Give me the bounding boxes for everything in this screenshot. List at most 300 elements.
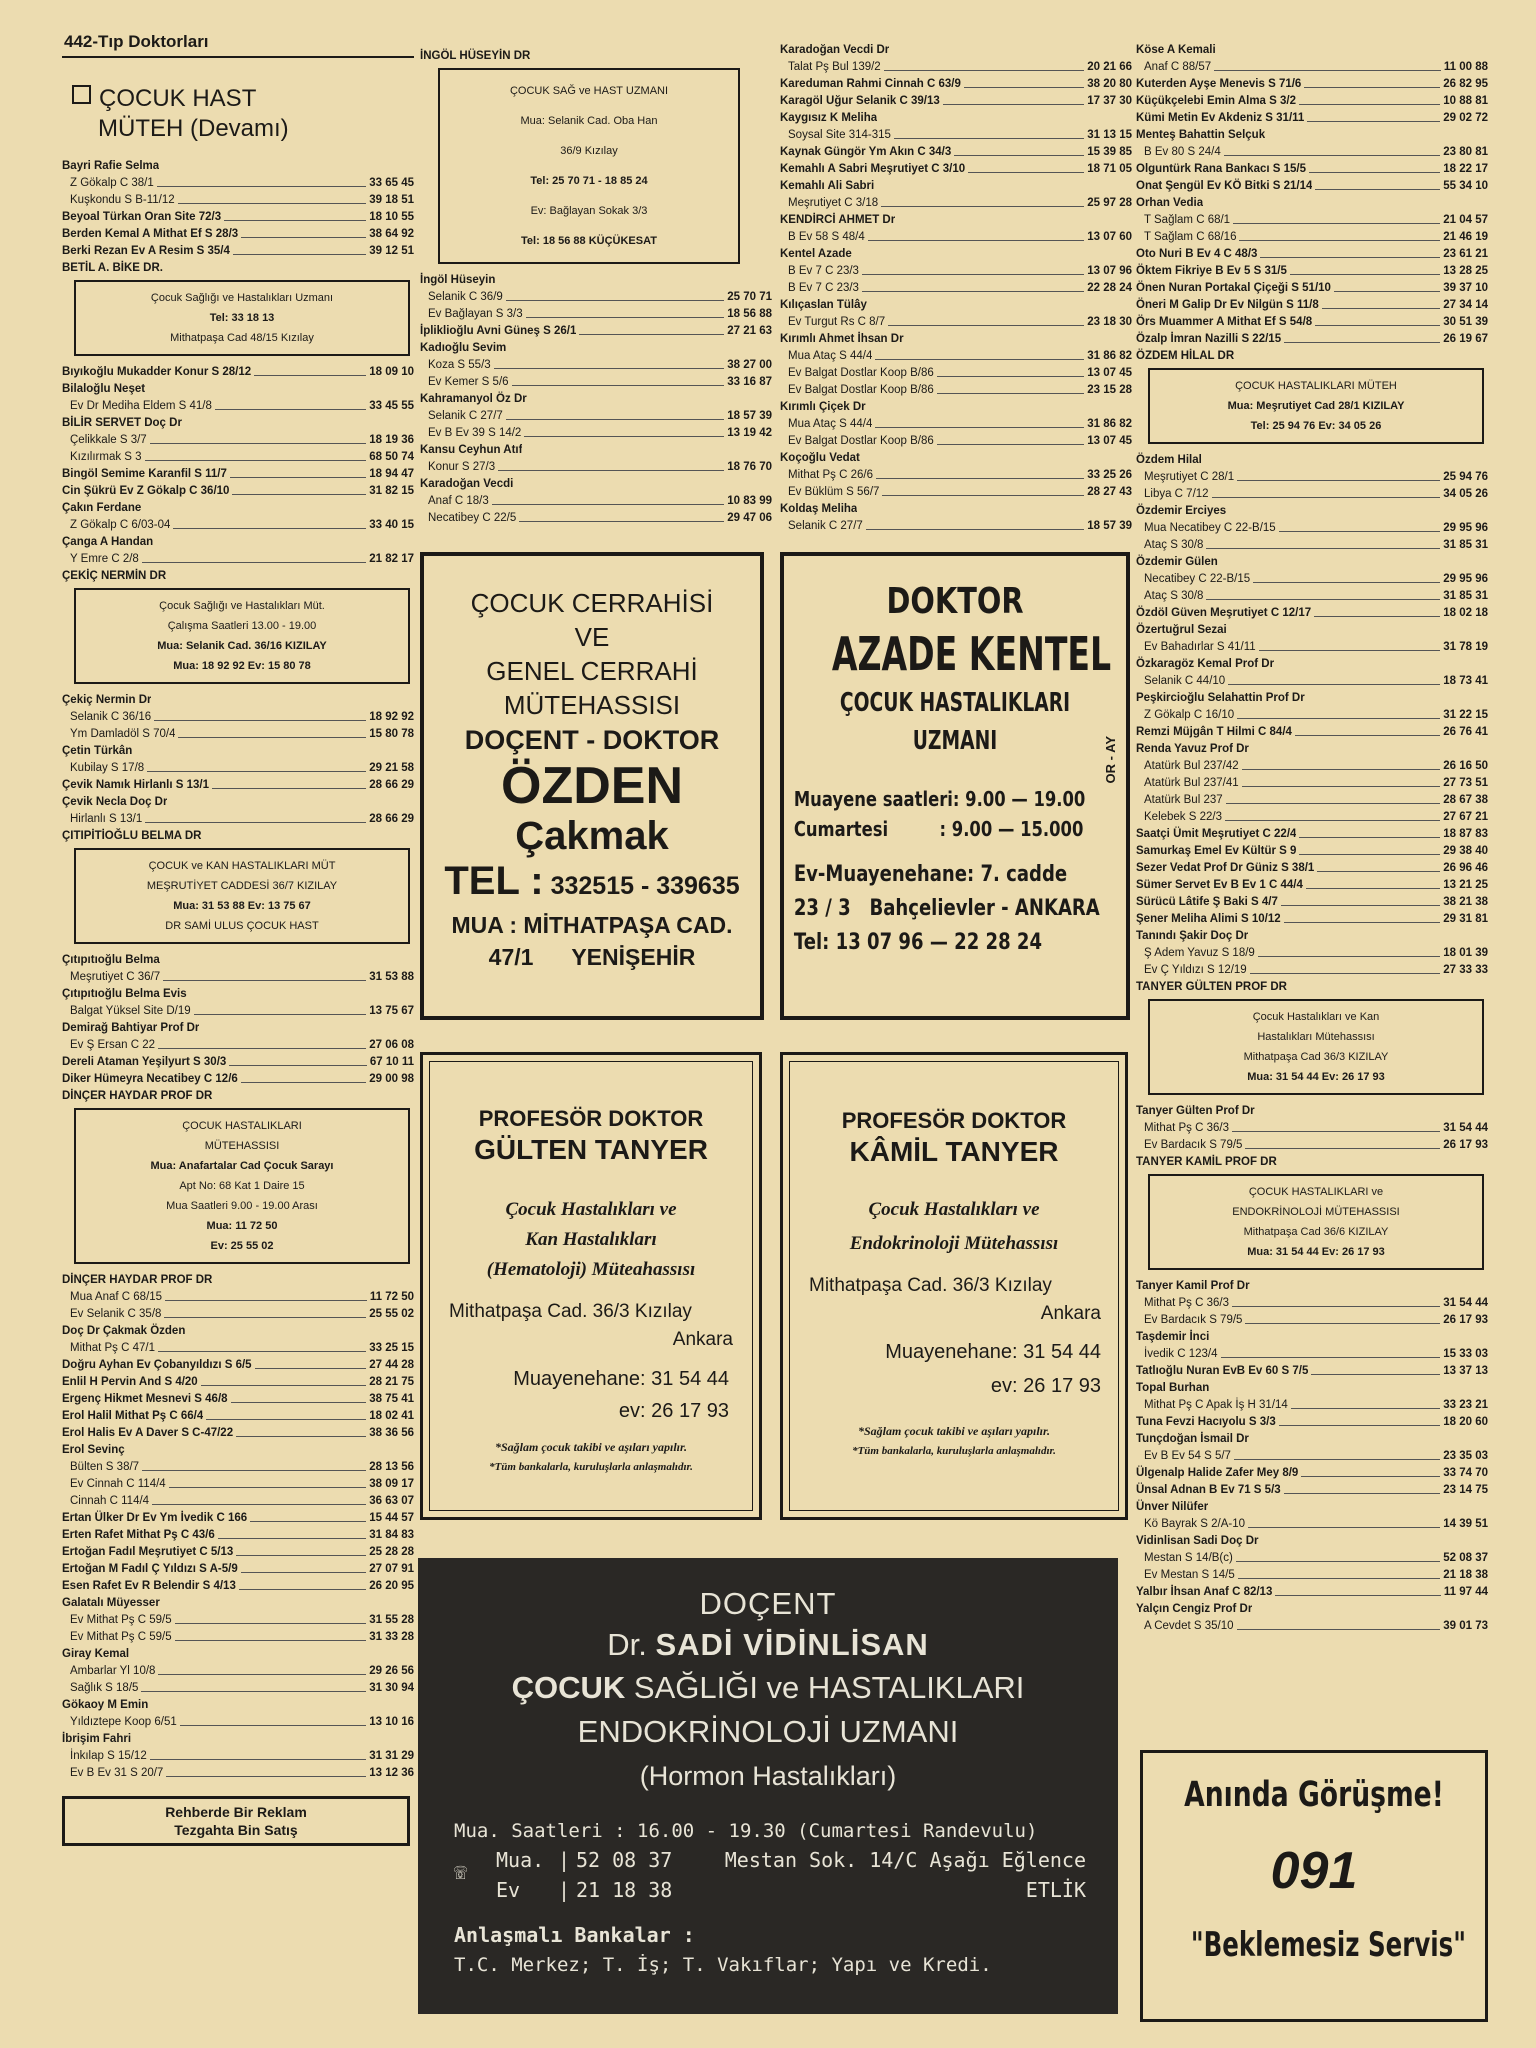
listing-phone: 31 85 31 [1443, 539, 1488, 551]
listing-row [62, 1544, 414, 1561]
listing-name: A Cevdet S 35/10 [1144, 1620, 1234, 1632]
leader-line [158, 1037, 366, 1049]
listing-phone: 13 28 25 [1443, 265, 1488, 277]
leader-line [1317, 860, 1440, 872]
listing-name: Tuna Fevzi Hacıyolu S 3/3 [1136, 1416, 1276, 1428]
listing-row [62, 415, 414, 432]
listing-name: Yıldıztepe Koop 6/51 [70, 1716, 177, 1728]
leader-line [232, 483, 366, 495]
listing-row [780, 501, 1132, 518]
listing-phone: 18 56 88 [727, 308, 772, 320]
listing-row [780, 484, 1132, 501]
listing-phone: 11 97 44 [1443, 1586, 1488, 1598]
listing-phone: 10 83 99 [727, 495, 772, 507]
ad-091: Anında Görüşme! 091 "Beklemesiz Servis" [1140, 1750, 1488, 2022]
listing-phone: 18 87 83 [1443, 828, 1488, 840]
listing-name: Mithat Pş C 26/6 [788, 469, 874, 481]
leader-line [1234, 1448, 1440, 1460]
listing-row [62, 1629, 414, 1646]
leader-line [152, 1493, 366, 1505]
listing-row [1136, 503, 1488, 520]
listing-phone: 25 70 71 [727, 291, 772, 303]
leader-line [526, 306, 725, 318]
listing-row [62, 209, 414, 226]
listing-phone: 38 27 00 [727, 359, 772, 371]
listing-phone: 33 40 15 [369, 519, 414, 531]
listing-name: Çelikkale S 3/7 [70, 434, 147, 446]
listing-row [1136, 1295, 1488, 1312]
listing-row [1136, 928, 1488, 945]
listing-phone: 31 82 15 [369, 485, 414, 497]
listing-phone: 31 78 19 [1443, 641, 1488, 653]
listing-row [1136, 1346, 1488, 1363]
listing-name: Berki Rezan Ev A Resim S 35/4 [62, 245, 230, 257]
listing-row [1136, 656, 1488, 673]
leader-line [1212, 486, 1441, 498]
listing-box-line: ÇOCUK ve KAN HASTALIKLARI MÜT [148, 860, 336, 872]
listing-row [420, 425, 772, 442]
listing-name: Ev Balgat Dostlar Koop B/86 [788, 384, 934, 396]
listing-name: Demirağ Bahtiyar Prof Dr [62, 1022, 200, 1034]
listing-box [74, 1108, 410, 1264]
listing-box-line: Çalışma Saatleri 13.00 - 19.00 [167, 620, 317, 632]
listing-phone: 27 73 51 [1443, 777, 1488, 789]
listing-row [1136, 331, 1488, 348]
listing-phone: 13 37 13 [1443, 1365, 1488, 1377]
listing-box-line: Çocuk Hastalıkları ve Kan [1252, 1011, 1380, 1023]
listing-row [1136, 42, 1488, 59]
listing-row [1136, 469, 1488, 486]
listing-name: Hirlanlı S 13/1 [70, 813, 143, 825]
listing-phone: 18 19 36 [369, 434, 414, 446]
listing-phone: 28 13 56 [369, 1461, 414, 1473]
listing-name: Esen Rafet Ev R Belendir S 4/13 [62, 1580, 236, 1592]
listing-phone: 28 66 29 [369, 813, 414, 825]
listing-name: Kaynak Güngör Ym Akın C 34/3 [780, 146, 952, 158]
listing-name: Çakın Ferdane [62, 502, 142, 514]
leader-line [1314, 605, 1440, 617]
listing-row [62, 1408, 414, 1425]
leader-line [1279, 520, 1441, 532]
listing-phone: 14 39 51 [1443, 1518, 1488, 1530]
listing-row [1136, 178, 1488, 195]
listing-box: ÇOCUK SAĞ ve HAST UZMANI Mua: Selanik Cad. Oba Han 36/9 Kızılay Tel: 25 70 71 - 18 85 24 Ev: Bağlayan Sokak 3/3 Tel: 18 56 88 KÜÇÜKESAT [438, 68, 740, 264]
leader-line [1322, 297, 1440, 309]
ad-ozden-cakmak: ÇOCUK CERRAHİSİ VE GENEL CERRAHİ MÜTEHASSISI DOÇENT - DOKTOR ÖZDEN Çakmak TEL : 332515 - 339635 MUA : MİTHATPAŞA CAD. 47/1 YENİŞEHİR [420, 552, 764, 1020]
listing-name: Diker Hümeyra Necatibey C 12/6 [62, 1073, 238, 1085]
listing-phone: 31 54 44 [1443, 1122, 1488, 1134]
listing-row [420, 459, 772, 476]
listing-row [1136, 1465, 1488, 1482]
listing-row [62, 777, 414, 794]
listing-row [62, 158, 414, 175]
listing-name: Mithat Pş C Apak İş H 31/14 [1144, 1399, 1288, 1411]
listing-name: Ev Ş Ersan C 22 [70, 1039, 156, 1051]
listing-name: Ülgenalp Halide Zafer Mey 8/9 [1136, 1467, 1299, 1479]
ad-sadi-vidinlisan: DOÇENT Dr. SADİ VİDİNLİSAN ÇOCUK SAĞLIĞI ve HASTALIKLARI ENDOKRİNOLOJİ UZMANI (Hormon Hastalıkları) Mua. Saatleri : 16.00 - 19.30 (Cumartesi Randevulu) ☏ Mua. Ev | 52 08 37 | 21 18 38 Mestan Sok. 14/C Aşağı Eğlence ETLİK Anlaşmalı Bankalar : T.C. Merkez; T. İş; T. Vakıflar; Yapı ve Kredi. [418, 1558, 1118, 2014]
listing-phone: 33 25 26 [1087, 469, 1132, 481]
listing-phone: 20 21 66 [1087, 61, 1132, 73]
listing-phone: 15 80 78 [369, 728, 414, 740]
listing-box-line: ENDOKRİNOLOJİ MÜTEHASSISI [1232, 1206, 1400, 1218]
listing-phone: 31 55 28 [369, 1614, 414, 1626]
listing-name: Ev Mestan S 14/5 [1144, 1569, 1235, 1581]
listing-name: Ev Büklüm S 56/7 [788, 486, 880, 498]
listing-row [1136, 229, 1488, 246]
leader-line [1237, 469, 1440, 481]
listing-name: Meşrutiyet C 28/1 [1144, 471, 1235, 483]
listing-row [420, 493, 772, 510]
listing-row [62, 1595, 414, 1612]
listing-box-line: Mua: Anafartalar Cad Çocuk Sarayı [150, 1160, 334, 1172]
listing-box [1148, 1174, 1484, 1270]
listing-name: Ev Bağlayan S 3/3 [428, 308, 523, 320]
listing-row [780, 42, 1132, 59]
listing-box-line: DR SAMİ ULUS ÇOCUK HAST [165, 920, 319, 932]
listing-phone: 38 36 56 [369, 1427, 414, 1439]
listing-name: Bilaloğlu Neşet [62, 383, 146, 395]
listing-phone: 23 35 03 [1443, 1450, 1488, 1462]
leader-line [150, 1748, 367, 1760]
listing-name: Mua Anaf C 68/15 [70, 1291, 163, 1303]
page-header: 442-Tıp Doktorları [62, 30, 414, 58]
listing-name: Y Emre C 2/8 [70, 553, 139, 565]
listing-row [62, 175, 414, 192]
listing-row [62, 726, 414, 743]
listing-box-line: Apt No: 68 Kat 1 Daire 15 [179, 1180, 305, 1192]
leader-line [158, 1340, 366, 1352]
listing-row [780, 416, 1132, 433]
listing-row [62, 1765, 414, 1782]
leader-line [506, 289, 724, 301]
listing-name: Libya C 7/12 [1144, 488, 1209, 500]
listing-row [1136, 1329, 1488, 1346]
listing-name: Ev B Ev 54 S 5/7 [1144, 1450, 1231, 1462]
leader-line [1290, 263, 1440, 275]
listing-row [1136, 537, 1488, 554]
listing-name: Remzi Müjgân T Hilmi C 84/4 [1136, 726, 1292, 738]
leader-line [1214, 59, 1441, 71]
leader-line [1284, 911, 1441, 923]
listing-row [780, 93, 1132, 110]
listing-row [62, 969, 414, 986]
listing-name: Erten Rafet Mithat Pş C 43/6 [62, 1529, 215, 1541]
listing-row [780, 297, 1132, 314]
listing-row [1136, 1414, 1488, 1431]
listing-row [1136, 707, 1488, 724]
listing-phone: 25 55 02 [369, 1308, 414, 1320]
listing-name: Ünsal Adnan B Ev 71 S 5/3 [1136, 1484, 1281, 1496]
leader-line [236, 1425, 366, 1437]
leader-line [1304, 76, 1440, 88]
listing-phone: 18 73 41 [1443, 675, 1488, 687]
listing-row [1136, 792, 1488, 809]
listing-phone: 13 10 16 [369, 1716, 414, 1728]
listing-name: Oto Nuri B Ev 4 C 48/3 [1136, 248, 1258, 260]
listing-phone: 25 97 28 [1087, 197, 1132, 209]
leader-line [241, 226, 366, 238]
listing-name: Ev B Ev 31 S 20/7 [70, 1767, 164, 1779]
listing-row [780, 518, 1132, 535]
leader-line [1237, 707, 1440, 719]
column-4 [1136, 42, 1488, 1635]
listing-phone: 18 57 39 [727, 410, 772, 422]
listing-name: Özalp İmran Nazilli S 22/15 [1136, 333, 1282, 345]
listing-row [62, 1323, 414, 1340]
column-3 [780, 42, 1132, 535]
listing-phone: 38 64 92 [369, 228, 414, 240]
leader-line [579, 323, 724, 335]
listing-name: Peşkircioğlu Selahattin Prof Dr [1136, 692, 1305, 704]
leader-line [1306, 877, 1440, 889]
listing-name: Ev Turgut Rs C 8/7 [788, 316, 886, 328]
listing-row [420, 357, 772, 374]
listing-name: Küçükçelebi Emin Alma S 3/2 [1136, 95, 1296, 107]
listing-phone: 38 20 80 [1087, 78, 1132, 90]
listing-name: Gökaoy M Emin [62, 1699, 149, 1711]
listing-head: BETİL A. BİKE DR. [62, 262, 163, 274]
listing-list [1136, 42, 1488, 1635]
listing-phone: 13 12 36 [369, 1767, 414, 1779]
listing-box-line: Mua: 31 54 44 Ev: 26 17 93 [1247, 1071, 1385, 1083]
listing-name: Kuşkondu S B-11/12 [70, 194, 175, 206]
leader-line [212, 777, 366, 789]
leader-line [954, 144, 1084, 156]
listing-row [1136, 673, 1488, 690]
listing-row [62, 1442, 414, 1459]
ad-gulten-tanyer: PROFESÖR DOKTOR GÜLTEN TANYER Çocuk Hastalıkları ve Kan Hastalıkları (Hematoloji) Müteahassısı Mithatpaşa Cad. 36/3 Kızılay Ankara Muayenehane: 31 54 44 ev: 26 17 93 *Sağlam çocuk takibi ve aşıları yapılır. *Tüm bankalarla, kuruluşlarla anlaşmalıdır. [420, 1052, 762, 1520]
listing-name: Tatlıoğlu Nuran EvB Ev 60 S 7/5 [1136, 1365, 1309, 1377]
listing-row [780, 280, 1132, 297]
listing-name: Ev B Ev 39 S 14/2 [428, 427, 522, 439]
listing-phone: 23 15 28 [1087, 384, 1132, 396]
listing-name: Orhan Vedia [1136, 197, 1204, 209]
listing-name: Sürücü Lâtife Ş Baki S 4/7 [1136, 896, 1278, 908]
listing-phone: 27 07 91 [369, 1563, 414, 1575]
listing-name: Necatibey C 22/5 [428, 512, 517, 524]
leader-line [201, 1374, 367, 1386]
listing-name: Berden Kemal A Mithat Ef S 28/3 [62, 228, 239, 240]
leader-line [1221, 1346, 1441, 1358]
leader-line [1242, 775, 1441, 787]
listing-phone: 21 18 38 [1443, 1569, 1488, 1581]
listing-name: Şener Meliha Alimi S 10/12 [1136, 913, 1281, 925]
listing-row [1136, 622, 1488, 639]
listing-name: İvedik C 123/4 [1144, 1348, 1218, 1360]
listing-name: Enlil H Pervin And S 4/20 [62, 1376, 198, 1388]
listing-name: Çevik Necla Doç Dr [62, 796, 168, 808]
listing-phone: 18 02 41 [369, 1410, 414, 1422]
listing-row [1136, 1618, 1488, 1635]
listing-name: Ergenç Hikmet Mesnevi S 46/8 [62, 1393, 228, 1405]
leader-line [1225, 809, 1440, 821]
listing-row [62, 1289, 414, 1306]
listing-row [1136, 1312, 1488, 1329]
listing-phone: 39 18 51 [369, 194, 414, 206]
listing-phone: 67 10 11 [369, 1056, 414, 1068]
listing-phone: 15 39 85 [1087, 146, 1132, 158]
listing-box-line: Mua: 31 53 88 Ev: 13 75 67 [173, 900, 311, 912]
listing-row [1136, 554, 1488, 571]
leader-line [512, 374, 725, 386]
listing-name: Ev Mithat Pş C 59/5 [70, 1614, 172, 1626]
listing-row [1136, 945, 1488, 962]
leader-line [255, 1357, 367, 1369]
listing-phone: 31 86 82 [1087, 418, 1132, 430]
listing-phone: 21 82 17 [369, 553, 414, 565]
leader-line [1299, 826, 1440, 838]
listing-name: Bıyıkoğlu Mukadder Konur S 28/12 [62, 366, 252, 378]
listing-row [1136, 1278, 1488, 1295]
leader-line [876, 467, 1084, 479]
listing-phone: 26 82 95 [1443, 78, 1488, 90]
leader-line [937, 365, 1084, 377]
listing-name: Cinnah C 114/4 [70, 1495, 150, 1507]
listing-name: Z Gökalp C 38/1 [70, 177, 154, 189]
leader-line [218, 1527, 367, 1539]
listing-phone: 39 12 51 [369, 245, 414, 257]
listing-box-line: ÇOCUK HASTALIKLARI ve [1248, 1186, 1384, 1198]
listing-name: Kelebek S 22/3 [1144, 811, 1223, 823]
leader-line [968, 161, 1084, 173]
listing-name: Vidinlisan Sadi Doç Dr [1136, 1535, 1259, 1547]
listing-name: Kentel Azade [780, 248, 852, 260]
leader-line [894, 127, 1084, 139]
leader-line [194, 1003, 367, 1015]
leader-line [178, 192, 367, 204]
leader-line [173, 517, 366, 529]
listing-name: Özdöl Güven Meşrutiyet C 12/17 [1136, 607, 1312, 619]
leader-line [937, 382, 1084, 394]
listing-box-line: Mua: Meşrutiyet Cad 28/1 KIZILAY [1227, 400, 1405, 412]
leader-line [254, 364, 366, 376]
listing-phone: 27 34 14 [1443, 299, 1488, 311]
listing-name: Z Gökalp C 6/03-04 [70, 519, 171, 531]
leader-line [250, 1510, 366, 1522]
listing-name: Onat Şengül Ev KÖ Bitki S 21/14 [1136, 180, 1313, 192]
listing-row [1136, 690, 1488, 707]
listing-row [1136, 894, 1488, 911]
listing-phone: 33 16 87 [727, 376, 772, 388]
leader-line [862, 280, 1084, 292]
leader-line [1206, 537, 1440, 549]
leader-line [1250, 962, 1441, 974]
listing-phone: 26 19 67 [1443, 333, 1488, 345]
checkbox-icon [72, 85, 91, 104]
listing-row [1136, 1499, 1488, 1516]
listing-phone: 39 01 73 [1443, 1620, 1488, 1632]
listing-row [62, 1306, 414, 1323]
listing-name: Çekiç Nermin Dr [62, 694, 152, 706]
listing-box-line: Ev: 25 55 02 [210, 1240, 274, 1252]
listing-name: Ş Adem Yavuz S 18/9 [1144, 947, 1255, 959]
listing-row [62, 1071, 414, 1088]
listing-phone: 23 61 21 [1443, 248, 1488, 260]
listing-row [780, 76, 1132, 93]
leader-line [519, 510, 724, 522]
listing-name: B Ev 7 C 23/3 [788, 282, 859, 294]
listing-phone: 15 33 03 [1443, 1348, 1488, 1360]
listing-row [1136, 860, 1488, 877]
leader-line [157, 175, 367, 187]
listing-row [1136, 1137, 1488, 1154]
listing-box-line: MEŞRUTİYET CADDESİ 36/7 KIZILAY [146, 880, 338, 892]
leader-line [1259, 639, 1441, 651]
listing-name: Talat Pş Bul 139/2 [788, 61, 881, 73]
listing-row [62, 1663, 414, 1680]
listing-name: Beyoal Türkan Oran Site 72/3 [62, 211, 222, 223]
listing-row [420, 391, 772, 408]
leader-line [1232, 1120, 1440, 1132]
leader-line [163, 969, 366, 981]
listing-row [1136, 144, 1488, 161]
listing-row [420, 442, 772, 459]
leader-line [1238, 1567, 1440, 1579]
listing-name: Ünver Nilüfer [1136, 1501, 1209, 1513]
listing-row [62, 1697, 414, 1714]
listing-name: İnkılap S 15/12 [70, 1750, 147, 1762]
leader-line [882, 484, 1084, 496]
listing-row [1136, 1482, 1488, 1499]
listing-row [1136, 161, 1488, 178]
listing-name: T Sağlam C 68/1 [1144, 214, 1231, 226]
listing-list [420, 272, 772, 527]
listing-phone: 29 31 81 [1443, 913, 1488, 925]
listing-phone: 18 10 55 [369, 211, 414, 223]
listing-box-line: Mithatpaşa Cad 36/3 KIZILAY [1243, 1051, 1389, 1063]
leader-line [888, 314, 1084, 326]
listing-box [74, 588, 410, 684]
listing-name: Mua Ataç S 44/4 [788, 418, 873, 430]
listing-box-line: Çocuk Sağlığı ve Hastalıkları Müt. [159, 600, 325, 612]
listing-phone: 33 25 15 [369, 1342, 414, 1354]
leader-line [231, 1391, 367, 1403]
listing-row [62, 1020, 414, 1037]
listing-name: Cin Şükrü Ev Z Gökalp C 36/10 [62, 485, 230, 497]
leader-line [165, 1289, 367, 1301]
listing-name: Ev Ç Yıldızı S 12/19 [1144, 964, 1247, 976]
listing-row [1136, 1363, 1488, 1380]
listing-row [62, 449, 414, 466]
listing-box-line: ÇOCUK HASTALIKLARI MÜTEH [1235, 380, 1397, 392]
listing-phone: 30 51 39 [1443, 316, 1488, 328]
leader-line [964, 76, 1084, 88]
listing-head: ÇITIPİTİOĞLU BELMA DR [62, 830, 202, 842]
listing-name: Kö Bayrak S 2/A-10 [1144, 1518, 1245, 1530]
listing-row [1136, 486, 1488, 503]
leader-line [1334, 280, 1440, 292]
listing-row [420, 374, 772, 391]
listing-row [62, 226, 414, 243]
listing-name: Özkaragöz Kemal Prof Dr [1136, 658, 1275, 670]
leader-line [937, 433, 1084, 445]
listing-name: Kareduman Rahmi Cinnah C 63/9 [780, 78, 961, 90]
listing-name: Ev Dr Mediha Eldem S 41/8 [70, 400, 212, 412]
listing-head: ÇEKİÇ NERMİN DR [62, 570, 167, 582]
listing-name: Selanik C 27/7 [428, 410, 503, 422]
listing-box [74, 280, 410, 356]
listing-name: Kırımlı Ahmet İhsan Dr [780, 333, 904, 345]
listing-phone: 31 13 15 [1087, 129, 1132, 141]
leader-line [1245, 1137, 1440, 1149]
section-title: ÇOCUK HAST MÜTEH (Devamı) [72, 84, 414, 144]
leader-line [141, 1680, 366, 1692]
listing-name: Mua Ataç S 44/4 [788, 350, 873, 362]
listing-row [62, 794, 414, 811]
listing-name: Doç Dr Çakmak Özden [62, 1325, 186, 1337]
listing-row [1136, 1448, 1488, 1465]
listing-row [1136, 826, 1488, 843]
